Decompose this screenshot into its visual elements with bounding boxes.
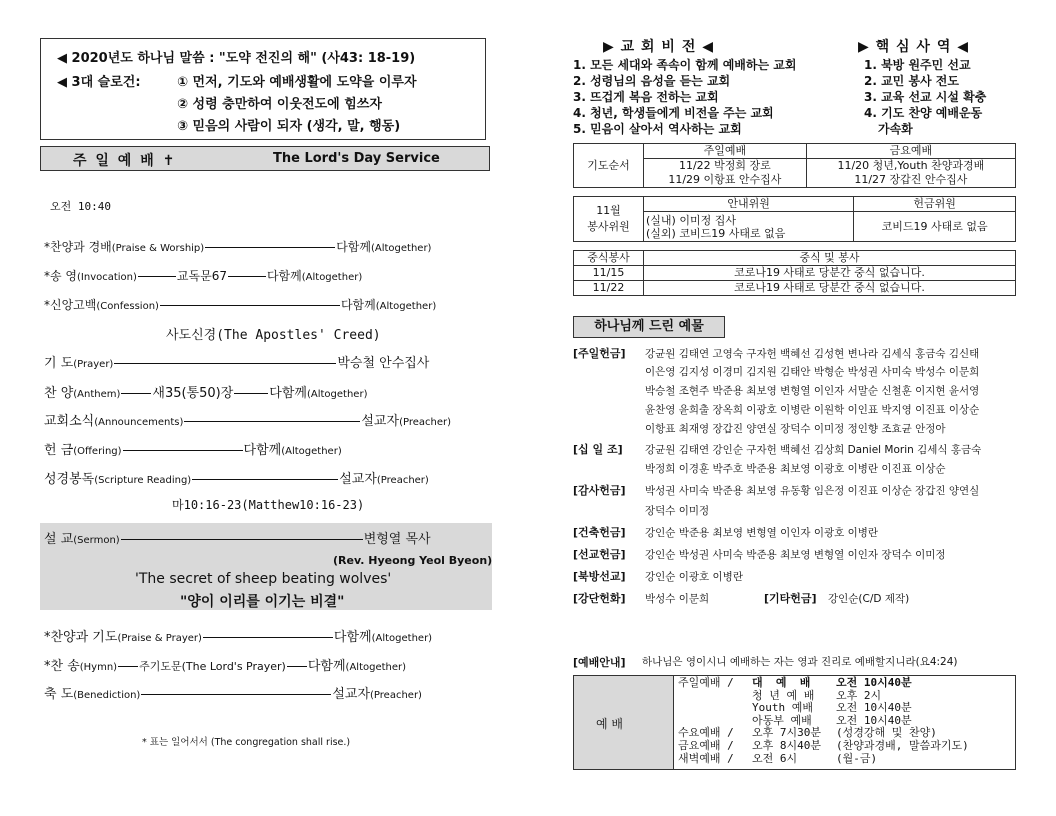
order-hymn: [44, 655, 406, 674]
service-time: 오전 10:40: [50, 200, 111, 213]
other-offering-label: [764, 590, 817, 606]
worship-verse: 하나님은 영이시니 예배하는 자는 영과 진리로 예배할지니라(요4:24): [642, 656, 958, 668]
sunday-offering-line: 박승철 조현주 박준용 최보영 변형열 이인자 서말순 신철훈 이지현 윤서영: [645, 385, 980, 397]
pulpit-flower-line: 박성수 이문희: [645, 593, 710, 605]
order-anthem: [44, 382, 367, 401]
worship-line-b: 오후 7시30분: [752, 726, 821, 740]
worship-line-a: 주일예배 /: [678, 676, 734, 689]
order-detail: 교독문67: [176, 269, 227, 283]
prayer-cell: 11/29 이항표 안수집사: [644, 173, 807, 188]
order-label: *찬양과 기도: [44, 630, 118, 645]
order-label-en: (Praise & Prayer): [117, 633, 202, 644]
order-leader: 박승철 안수집사: [337, 356, 430, 371]
col-header: 중식봉사: [574, 251, 644, 266]
prayer-cell: 11/20 청년,Youth 찬양과경배: [806, 159, 1015, 174]
order-label: 축 도: [44, 687, 74, 702]
slogan-3: ③ 믿음의 사람이 되자 (생각, 말, 행동): [177, 119, 401, 134]
ministry-item: 가속화: [878, 122, 913, 136]
leader-line: [121, 539, 363, 540]
order-label-en: (Prayer): [73, 359, 114, 370]
slogan-1: ① 먼저, 기도와 예배생활에 도약을 이루자: [177, 75, 417, 90]
order-invocation: [44, 267, 362, 284]
worship-info-label: [573, 654, 626, 670]
order-praise: [44, 238, 431, 255]
thanks-label: [573, 482, 626, 498]
col-header: 안내위원: [644, 197, 854, 212]
order-leader-en: (Altogether): [281, 446, 342, 457]
worship-line-c: 오후 2시: [836, 688, 882, 702]
vision-item: 3. 뜨겁게 복음 전하는 교회: [573, 90, 719, 104]
order-label: 설 교: [44, 532, 74, 547]
meal-text: 코로나19 사태로 당분간 중식 없습니다.: [644, 266, 1016, 281]
offering-label: [북방선교]: [573, 570, 626, 583]
order-scripture: [44, 468, 429, 487]
order-label-en: (Invocation): [77, 272, 137, 283]
worship-line-b: 청 년 예 배: [752, 688, 815, 702]
building-label: [573, 524, 626, 540]
sunday-service-header: [40, 146, 490, 171]
offering-label: [선교헌금]: [573, 548, 626, 561]
prayer-cell: 11/22 박정희 장로: [644, 159, 807, 174]
slogan-label: ◀ 3대 슬로건:: [57, 75, 141, 90]
sunday-offering-label: [573, 345, 626, 361]
sunday-offering-line: 이은영 김지성 이경미 김지원 김태안 박형순 박성권 사미숙 박성수 이문희: [645, 366, 980, 378]
order-label: 찬 양: [44, 386, 74, 401]
prayer-cell: 11/27 장갑진 안수집사: [806, 173, 1015, 188]
tithe-line: 강균원 김태연 강인순 구자헌 백혜선 김상희 Daniel Morin 김세식 홍금숙: [645, 444, 982, 456]
thanks-line: 박성권 사미숙 박준용 최보영 유동황 임은정 이진표 이상순 장갑진 양연실: [645, 485, 980, 497]
standing-footnote: * 표는 일어서서 (The congregation shall rise.): [142, 737, 351, 748]
worship-line: [678, 690, 969, 703]
usher-cell: [644, 212, 854, 242]
prayer-schedule-table: [573, 143, 1016, 188]
vision-item: 1. 모든 세대와 족속이 함께 예배하는 교회: [573, 58, 797, 72]
leader-line: [203, 637, 333, 638]
order-detail: 새35(통50)장: [152, 386, 234, 401]
usher-outdoor: (실외) 코비드19 사태로 없음: [646, 226, 786, 240]
worship-line-a: 금요예배 /: [678, 738, 734, 752]
worship-line-b: Youth 예배: [752, 701, 813, 715]
leader-line: [160, 305, 340, 306]
order-leader: 다함께: [340, 298, 376, 312]
col-header: 주일예배: [644, 144, 807, 159]
worship-side-cell: [574, 676, 674, 769]
order-leader-en: (Altogether): [306, 389, 368, 400]
vision-item: 5. 믿음이 살아서 역사하는 교회: [573, 122, 742, 136]
volunteer-table: [573, 196, 1016, 242]
meal-date: 11/15: [574, 266, 644, 281]
order-label-en: (Announcements): [94, 417, 184, 428]
order-leader: 변형열 목사: [363, 532, 431, 547]
thanks-line: 장덕수 이미정: [645, 505, 710, 517]
other-offering-line: 강인순(C/D 제작): [828, 593, 910, 605]
order-benediction: [44, 683, 422, 702]
volunteer-label: [574, 197, 644, 242]
offerings-title: 하나님께 드린 예물: [573, 316, 725, 338]
vision-item: 2. 성령님의 음성을 듣는 교회: [573, 74, 731, 88]
mission-label: [573, 546, 626, 562]
order-leader: 다함께: [307, 659, 346, 674]
vision-title: ▶ 교 회 비 전 ◀: [603, 39, 714, 55]
sunday-service-title-en: The Lord's Day Service: [273, 151, 440, 166]
tithe-label: [573, 441, 623, 457]
leader-line: [118, 666, 138, 667]
sunday-offering-line: 이항표 최재영 장갑진 양연실 장덕수 이미정 정인향 조효균 안정아: [645, 423, 946, 435]
mission-line: 강인순 박성권 사미숙 박준용 최보영 변형열 이인자 장덕수 이미정: [645, 549, 946, 561]
sermon-title-en: 'The secret of sheep beating wolves': [135, 571, 392, 587]
leader-line: [184, 421, 360, 422]
worship-line-c: (성경강해 및 찬양): [836, 726, 937, 740]
leader-line: [192, 479, 338, 480]
worship-line-b: 대 예 배: [752, 676, 811, 689]
ministry-item: 1. 북방 원주민 선교: [864, 58, 971, 72]
order-leader-en: (Preacher): [399, 417, 451, 428]
sermon-band: [40, 523, 492, 610]
sunday-offering-line: 강균원 김태연 고영숙 구자헌 백혜선 김성현 변나라 김세식 홍금숙 김신태: [645, 348, 980, 360]
worship-line-b: 아동부 예배: [752, 713, 812, 727]
worship-line-c: (찬양과경배, 말씀과기도): [836, 738, 969, 752]
order-leader: 다함께: [336, 240, 371, 254]
tithe-line: 박정희 이경훈 박주호 박준용 최보영 이광호 이병란 이진표 이상순: [645, 463, 946, 475]
offering-label: [십 일 조]: [573, 443, 623, 456]
offering-label: [감사헌금]: [573, 484, 626, 497]
offering-label: [기타헌금]: [764, 592, 817, 605]
north-mission-line: 강인순 이광호 이병란: [645, 571, 743, 583]
col-header: 중식 및 봉사: [644, 251, 1016, 266]
order-leader-en: (Preacher): [376, 475, 429, 486]
order-praise-prayer: [44, 626, 432, 645]
order-label-en: (Anthem): [73, 389, 121, 400]
order-label: *찬 송: [44, 659, 80, 674]
leader-line: [205, 247, 335, 248]
ministry-item: 3. 교육 선교 시설 확충: [864, 90, 987, 104]
north-mission-label: [573, 568, 626, 584]
worship-times: [678, 677, 969, 765]
meal-date: 11/22: [574, 281, 644, 296]
order-label-en: (Praise & Worship): [111, 243, 205, 254]
building-line: 강인순 박준용 최보영 변형열 이인자 이광호 이병란: [645, 527, 879, 539]
offering-label: [건축헌금]: [573, 526, 626, 539]
order-label: 성경봉독: [44, 472, 95, 487]
order-label: *송 영: [44, 269, 77, 283]
order-leader: 다함께: [266, 269, 302, 283]
worship-line-c: 오전 10시40분: [836, 701, 912, 715]
worship-line-a: 수요예배 /: [678, 726, 734, 740]
order-leader-en: (Altogether): [345, 662, 407, 673]
order-label: 기 도: [44, 356, 74, 371]
worship-line-b: 오후 8시40분: [752, 738, 821, 752]
worship-line-c: (월-금): [836, 751, 878, 765]
worship-line: [678, 740, 969, 753]
lunch-service-table: [573, 250, 1016, 296]
sunday-service-title-ko: 주 일 예 배 ✝: [73, 153, 177, 169]
order-leader: 설교자: [339, 472, 377, 487]
worship-line-c: 오전 10시40분: [836, 713, 912, 727]
volunteer-title: 봉사위원: [587, 220, 630, 233]
yearly-theme: ◀ 2020년도 하나님 말씀 : "도약 전진의 해" (사43: 18-19): [57, 51, 416, 66]
order-prayer: [44, 352, 429, 371]
slogan-2: ② 성령 충만하여 이웃전도에 힘쓰자: [177, 97, 382, 112]
order-label-en: (Confession): [96, 301, 159, 312]
ministry-item: 2. 교민 봉사 전도: [864, 74, 959, 88]
order-label: 교회소식: [44, 414, 95, 429]
leader-line: [228, 276, 266, 277]
worship-line: [678, 702, 969, 715]
prayer-label: 기도순서: [574, 144, 644, 188]
order-label: *신앙고백: [44, 298, 97, 312]
offering-label: [주일헌금]: [573, 347, 626, 360]
leader-line: [114, 363, 336, 364]
order-label: 헌 금: [44, 443, 74, 458]
leader-line: [141, 694, 331, 695]
offering-label: [예배안내]: [573, 656, 626, 669]
order-offering: [44, 439, 342, 458]
order-leader-en: (Altogether): [375, 301, 437, 312]
worship-line-a: 새벽예배 /: [678, 751, 734, 765]
order-leader: 다함께: [269, 386, 307, 401]
worship-side-label: 예 배: [596, 717, 623, 731]
scripture-reference: 마10:16-23(Matthew10:16-23): [172, 498, 365, 512]
leader-line: [123, 450, 243, 451]
preacher-en: (Rev. Hyeong Yeol Byeon): [333, 554, 493, 567]
col-header: 금요예배: [806, 144, 1015, 159]
order-leader: 다함께: [333, 630, 372, 645]
worship-schedule-table: [573, 675, 1016, 770]
apostles-creed: 사도신경(The Apostles' Creed): [166, 328, 381, 343]
order-confession: [44, 296, 436, 313]
order-leader-en: (Preacher): [370, 690, 422, 701]
order-label-en: (Offering): [73, 446, 122, 457]
leader-line: [121, 393, 151, 394]
meal-text: 코로나19 사태로 당분간 중식 없습니다.: [644, 281, 1016, 296]
pulpit-flower-label: [573, 590, 626, 606]
order-label: *찬양과 경배: [44, 240, 112, 254]
ministry-item: 4. 기도 찬양 예배운동: [864, 106, 983, 120]
col-header: 헌금위원: [854, 197, 1016, 212]
order-detail: 주기도문(The Lord's Prayer): [139, 660, 286, 673]
worship-line-b: 오전 6시: [752, 751, 798, 765]
leader-line: [138, 276, 176, 277]
order-leader: 다함께: [243, 443, 282, 458]
volunteer-month: 11월: [596, 204, 621, 217]
offering-volunteer-cell: 코비드19 사태로 없음: [854, 212, 1016, 242]
sermon-title-ko: "양이 이리를 이기는 비결": [180, 594, 345, 610]
usher-indoor: (실내) 이미정 집사: [646, 213, 736, 227]
order-leader-en: (Altogether): [370, 243, 432, 254]
leader-line: [234, 393, 268, 394]
order-leader: 설교자: [361, 414, 400, 429]
order-leader-en: (Altogether): [371, 633, 433, 644]
sunday-offering-line: 윤찬영 윤희출 장옥희 이광호 이병란 이원학 이인표 박지영 이진표 이상순: [645, 404, 980, 416]
leader-line: [287, 666, 307, 667]
offering-label: [강단헌화]: [573, 592, 626, 605]
order-announcements: [44, 410, 451, 429]
worship-line-c: 오전 10시40분: [836, 676, 912, 689]
order-label-en: (Hymn): [79, 662, 118, 673]
order-sermon: [44, 528, 431, 547]
yearly-theme-box: [40, 38, 486, 140]
order-label-en: (Scripture Reading): [94, 475, 192, 486]
order-leader-en: (Altogether): [301, 272, 363, 283]
order-leader: 설교자: [332, 687, 371, 702]
ministry-title: ▶ 핵 심 사 역 ◀: [858, 39, 969, 55]
order-label-en: (Sermon): [73, 535, 120, 546]
order-label-en: (Benediction): [73, 690, 141, 701]
worship-line: [678, 753, 969, 766]
vision-item: 4. 청년, 학생들에게 비전을 주는 교회: [573, 106, 774, 120]
worship-line: [678, 677, 969, 690]
